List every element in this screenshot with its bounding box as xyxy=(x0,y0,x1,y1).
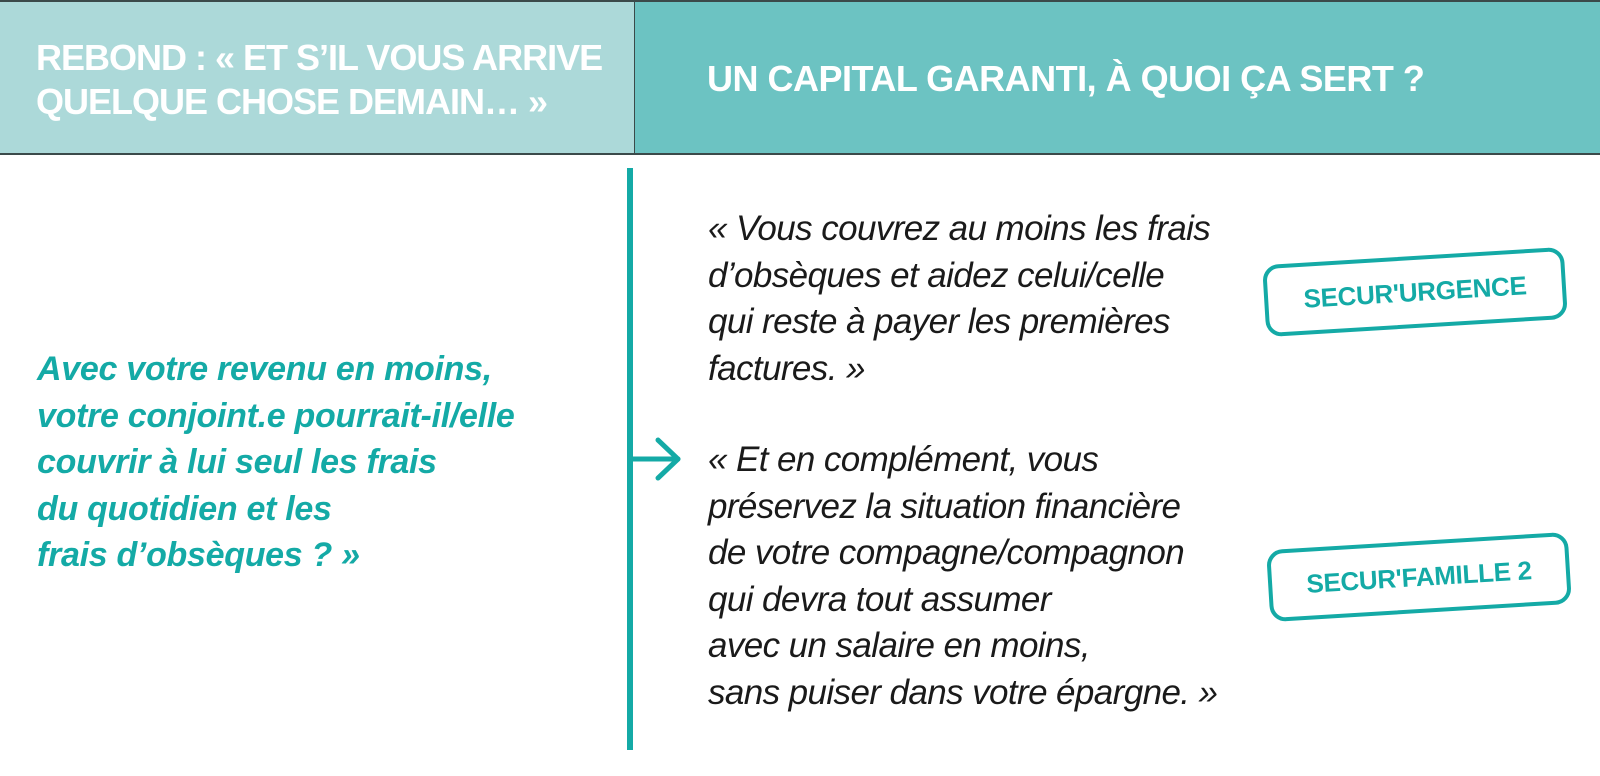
answer-line: qui reste à payer les premières xyxy=(708,302,1170,341)
question-line: couvrir à lui seul les frais xyxy=(37,443,437,481)
answer-line: avec un salaire en moins, xyxy=(708,626,1090,665)
arrow-right-icon xyxy=(628,436,684,482)
answer-line: sans puiser dans votre épargne. » xyxy=(708,672,1218,712)
answer-quote-1 xyxy=(708,206,1268,392)
question-text xyxy=(37,346,597,579)
header-right-panel xyxy=(634,0,1600,155)
answer-line: « Et en complément, vous xyxy=(708,440,1099,479)
answer-line: factures. » xyxy=(708,348,865,388)
question-line: du quotidien et les xyxy=(37,489,332,528)
question-line: votre conjoint.e pourrait-il/elle xyxy=(37,396,515,435)
header-left-title-line: QUELQUE CHOSE DEMAIN… » xyxy=(36,81,548,122)
header-left-panel xyxy=(0,0,634,155)
question-line: Avec votre revenu en moins, xyxy=(37,350,492,388)
answer-line: préservez la situation financière xyxy=(708,486,1181,526)
answer-line: qui devra tout assumer xyxy=(708,579,1051,619)
product-badge-secur-famille: SECUR'FAMILLE 2 xyxy=(1266,532,1572,622)
question-line: frais d’obsèques ? » xyxy=(37,536,360,574)
answer-line: « Vous couvrez au moins les frais xyxy=(708,209,1211,248)
header-right-title: UN CAPITAL GARANTI, À QUOI ÇA SERT ? xyxy=(707,58,1425,99)
header-left-title xyxy=(36,36,616,124)
answer-line: d’obsèques et aidez celui/celle xyxy=(708,255,1165,295)
product-badge-secur-urgence: SECUR'URGENCE xyxy=(1262,247,1568,337)
header-left-title-line: REBOND : « ET S’IL VOUS ARRIVE xyxy=(36,37,603,78)
answer-quote-2 xyxy=(708,437,1268,716)
answer-line: de votre compagne/compagnon xyxy=(708,533,1185,572)
